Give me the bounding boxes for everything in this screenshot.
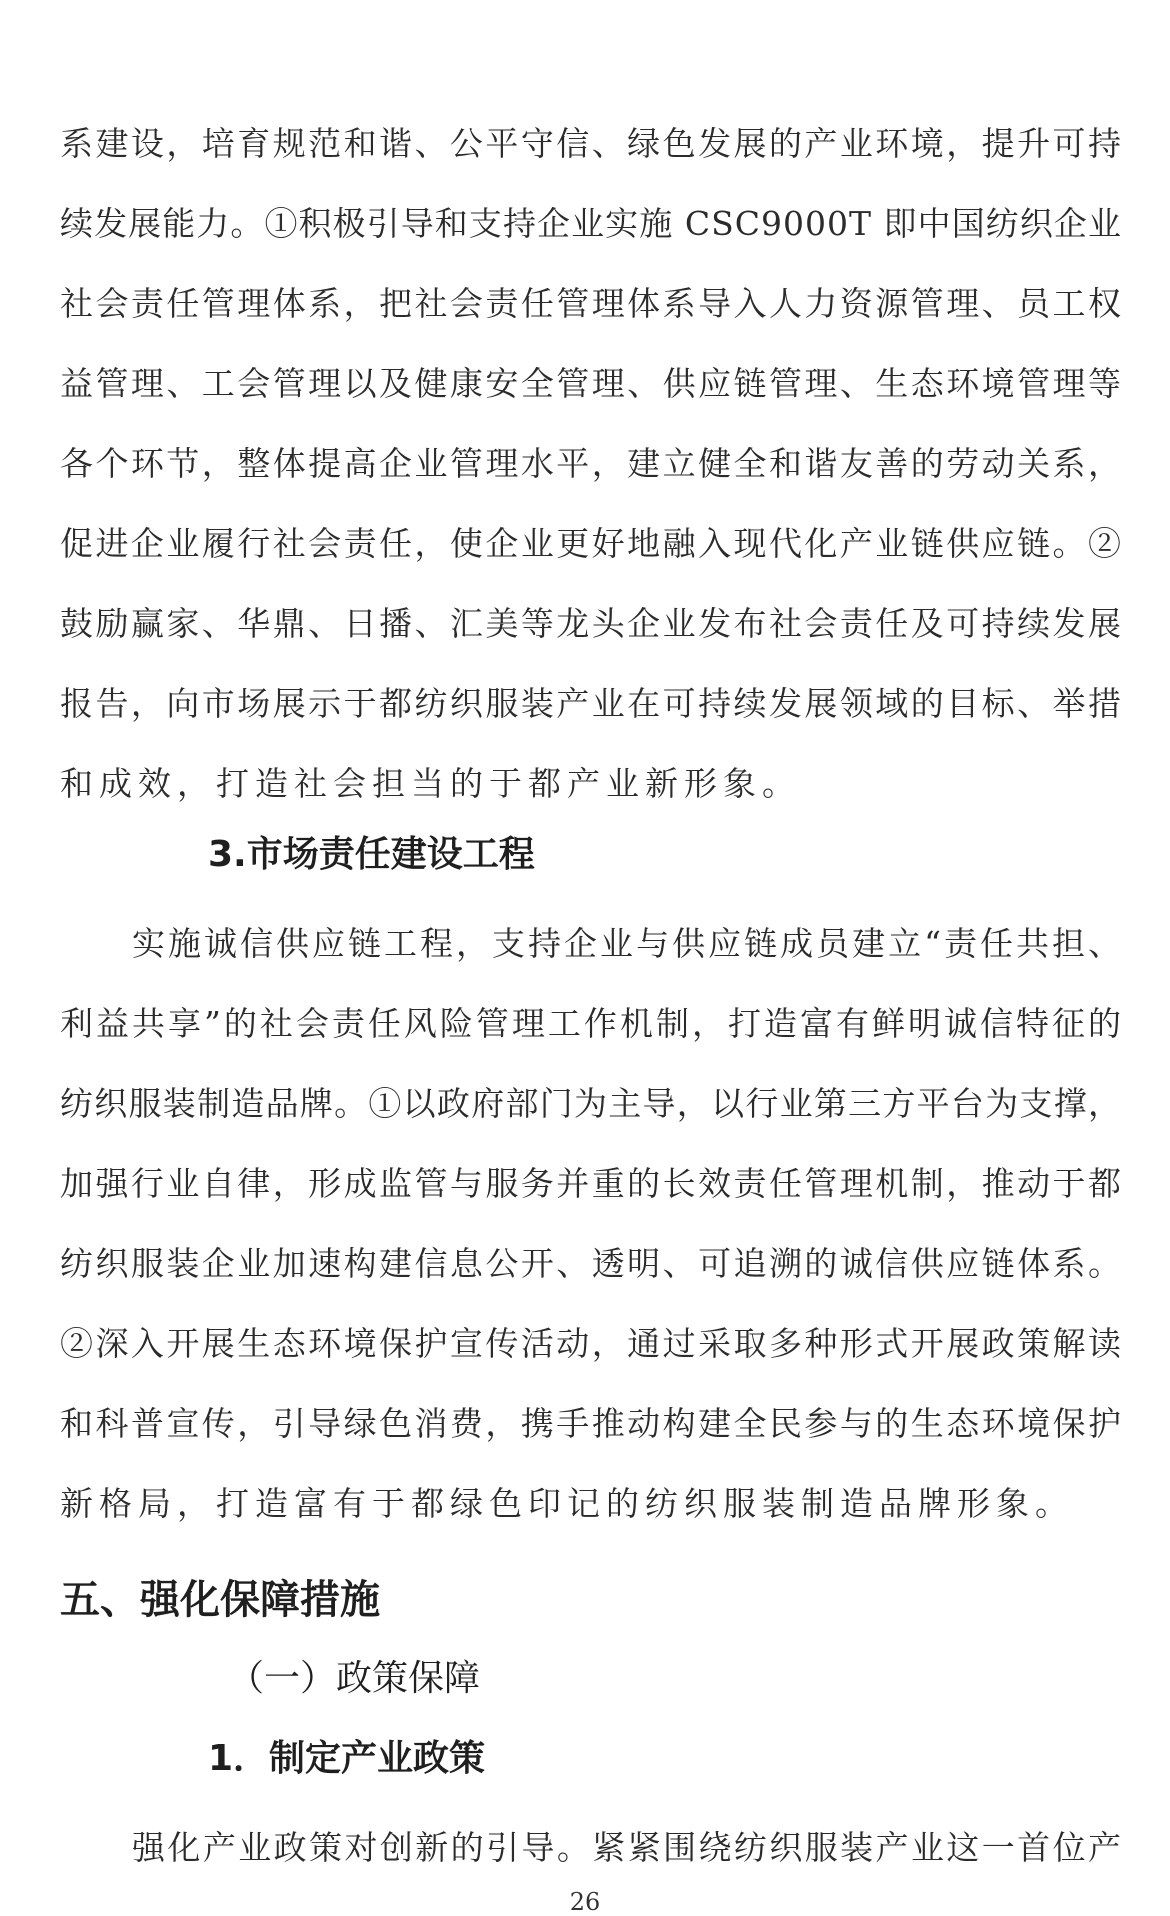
paragraph-2-line-5: 纺织服装企业加速构建信息公开、透明、可追溯的诚信供应链体系。	[60, 1244, 1122, 1283]
section-heading-market-responsibility: 3.市场责任建设工程	[208, 834, 535, 875]
paragraph-2-line-3: 纺织服装制造品牌。①以政府部门为主导，以行业第三方平台为支撑，	[60, 1084, 1122, 1123]
page-number: 26	[569, 1888, 601, 1916]
paragraph-2-line-8: 新格局，打造富有于都绿色印记的纺织服装制造品牌形象。	[60, 1484, 1074, 1523]
paragraph-1-line-6: 促进企业履行社会责任，使企业更好地融入现代化产业链供应链。②	[60, 524, 1122, 563]
paragraph-1-line-9: 和成效，打造社会担当的于都产业新形象。	[60, 764, 801, 803]
paragraph-1-line-5: 各个环节，整体提高企业管理水平，建立健全和谐友善的劳动关系，	[60, 444, 1122, 483]
paragraph-1-line-2: 续发展能力。①积极引导和支持企业实施 CSC9000T 即中国纺织企业	[60, 204, 1122, 243]
paragraph-2-line-6: ②深入开展生态环境保护宣传活动，通过采取多种形式开展政策解读	[60, 1324, 1122, 1363]
paragraph-2-line-7: 和科普宣传，引导绿色消费，携手推动构建全民参与的生态环境保护	[60, 1404, 1122, 1443]
subsection-heading-policy: （一）政策保障	[228, 1658, 481, 1699]
paragraph-1-line-7: 鼓励赢家、华鼎、日播、汇美等龙头企业发布社会责任及可持续发展	[60, 604, 1122, 643]
paragraph-1-line-8: 报告，向市场展示于都纺织服装产业在可持续发展领域的目标、举措	[60, 684, 1122, 723]
chapter-heading-safeguards: 五、强化保障措施	[60, 1577, 380, 1623]
paragraph-2-line-1: 实施诚信供应链工程，支持企业与供应链成员建立“责任共担、	[132, 924, 1122, 963]
paragraph-2-line-4: 加强行业自律，形成监管与服务并重的长效责任管理机制，推动于都	[60, 1164, 1122, 1203]
paragraph-2-line-2: 利益共享”的社会责任风险管理工作机制，打造富有鲜明诚信特征的	[60, 1004, 1122, 1043]
paragraph-1-line-4: 益管理、工会管理以及健康安全管理、供应链管理、生态环境管理等	[60, 364, 1122, 403]
paragraph-1-line-1: 系建设，培育规范和谐、公平守信、绿色发展的产业环境，提升可持	[60, 124, 1122, 163]
subsubsection-heading-industry-policy: 1．制定产业政策	[208, 1738, 486, 1779]
paragraph-1-line-3: 社会责任管理体系，把社会责任管理体系导入人力资源管理、员工权	[60, 284, 1122, 323]
paragraph-3-line-1: 强化产业政策对创新的引导。紧紧围绕纺织服装产业这一首位产	[132, 1828, 1122, 1867]
